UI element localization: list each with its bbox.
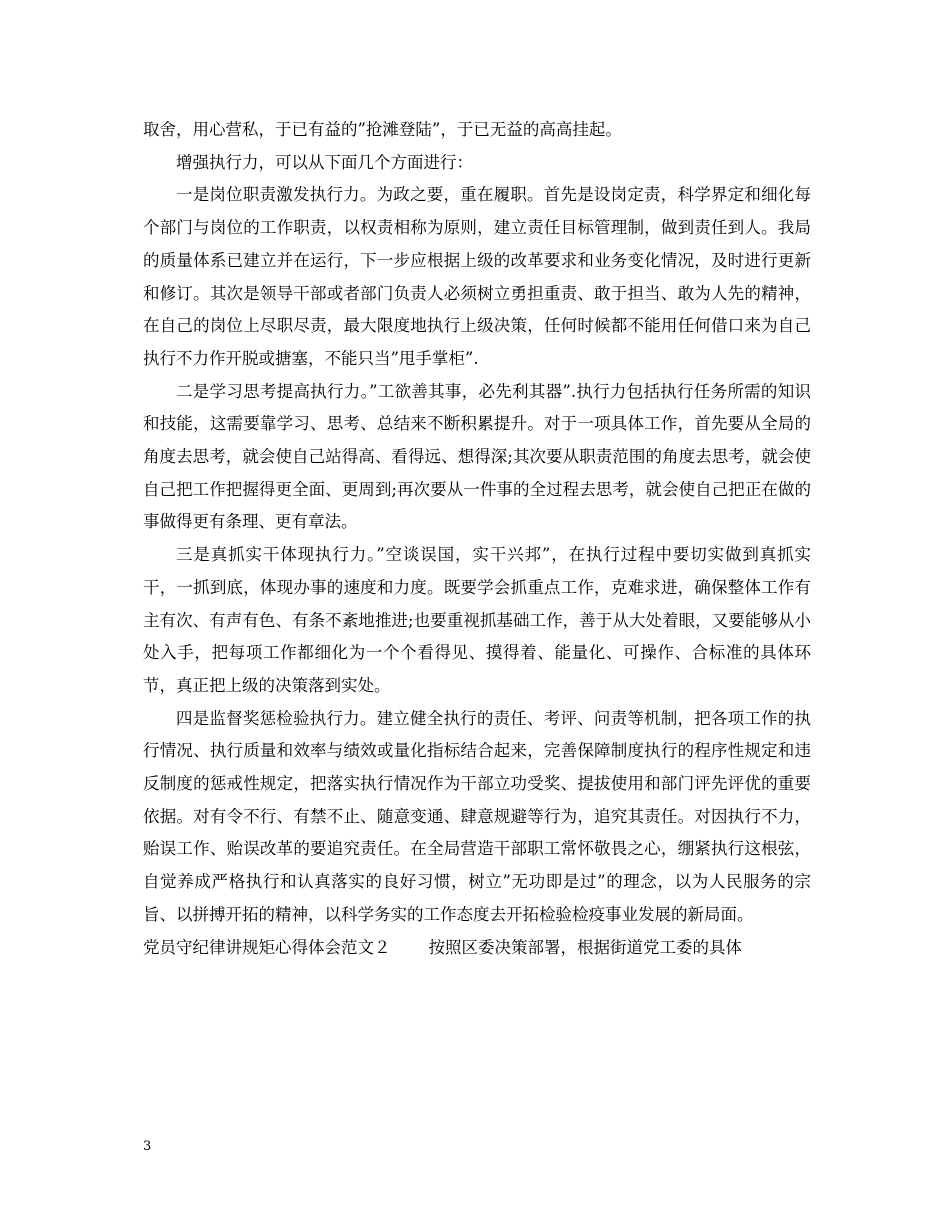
paragraph-point-2: 二是学习思考提高执行力。”工欲善其事，必先利其器”.执行力包括执行任务所需的知识和技能，这需要靠学习、思考、总结来不断积累提升。对于一项具体工作，首先要从全局的角度去思考，就会使自己站得高、看得远、想得深;其次要从职责范围的角度去思考，就会使自己把工作把握得更全面、更周到;再次要从一件事的全过程去思考，就会使自己把正在做的事做得更有条理、更有章法。 <box>143 381 811 532</box>
paragraph-point-1: 一是岗位职责激发执行力。为政之要，重在履职。首先是设岗定责，科学界定和细化每个部门与岗位的工作职责，以权责相称为原则，建立责任目标管理制，做到责任到人。我局的质量体系已建立并在运行，下一步应根据上级的改革要求和业务变化情况，及时进行更新和修订。其次是领导干部或者部门负责人必须树立勇担重责、敢于担当、敢为人先的精神，在自己的岗位上尽职尽责，最大限度地执行上级决策，任何时候都不能用任何借口来为自己执行不力作开脱或搪塞，不能只当”甩手掌柜”. <box>143 185 811 368</box>
document-body <box>143 114 811 964</box>
page-number: 3 <box>143 1139 152 1154</box>
paragraph-intro: 增强执行力，可以从下面几个方面进行： <box>176 152 473 172</box>
next-article-line <box>143 932 811 965</box>
paragraph-point-3: 三是真抓实干体现执行力。”空谈误国，实干兴邦”，在执行过程中要切实做到真抓实干，一抓到底，体现办事的速度和力度。既要学会抓重点工作，克难求进，确保整体工作有主有次、有声有色、有条不紊地推进;也要重视抓基础工作，善于从大处着眼，又要能够从小处入手，把每项工作都细化为一个个看得见、摸得着、能量化、可操作、合标准的具体环节，真正把上级的决策落到实处。 <box>143 545 811 695</box>
next-article-intro: 按照区委决策部署，根据街道党工委的具体 <box>428 937 742 957</box>
paragraph-point-4: 四是监督奖惩检验执行力。建立健全执行的责任、考评、问责等机制，把各项工作的执行情况、执行质量和效率与绩效或量化指标结合起来，完善保障制度执行的程序性规定和违反制度的惩戒性规定，把落实执行情况作为干部立功受奖、提拔使用和部门评先评优的重要依据。对有令不行、有禁不止、随意变通、肆意规避等行为，追究其责任。对因执行不力，贻误工作、贻误改革的要追究责任。在全局营造干部职工常怀敬畏之心，绷紧执行这根弦，自觉养成严格执行和认真落实的良好习惯，树立”无功即是过”的理念，以为人民服务的宗旨、以拼搏开拓的精神，以科学务实的工作态度去开拓检验检疫事业发展的新局面。 <box>143 708 811 924</box>
next-article-title: 党员守纪律讲规矩心得体会范文２ <box>143 937 391 957</box>
paragraph-continuation: 取舍，用心营私，于已有益的”抢滩登陆”，于已无益的高高挂起。 <box>143 120 622 139</box>
